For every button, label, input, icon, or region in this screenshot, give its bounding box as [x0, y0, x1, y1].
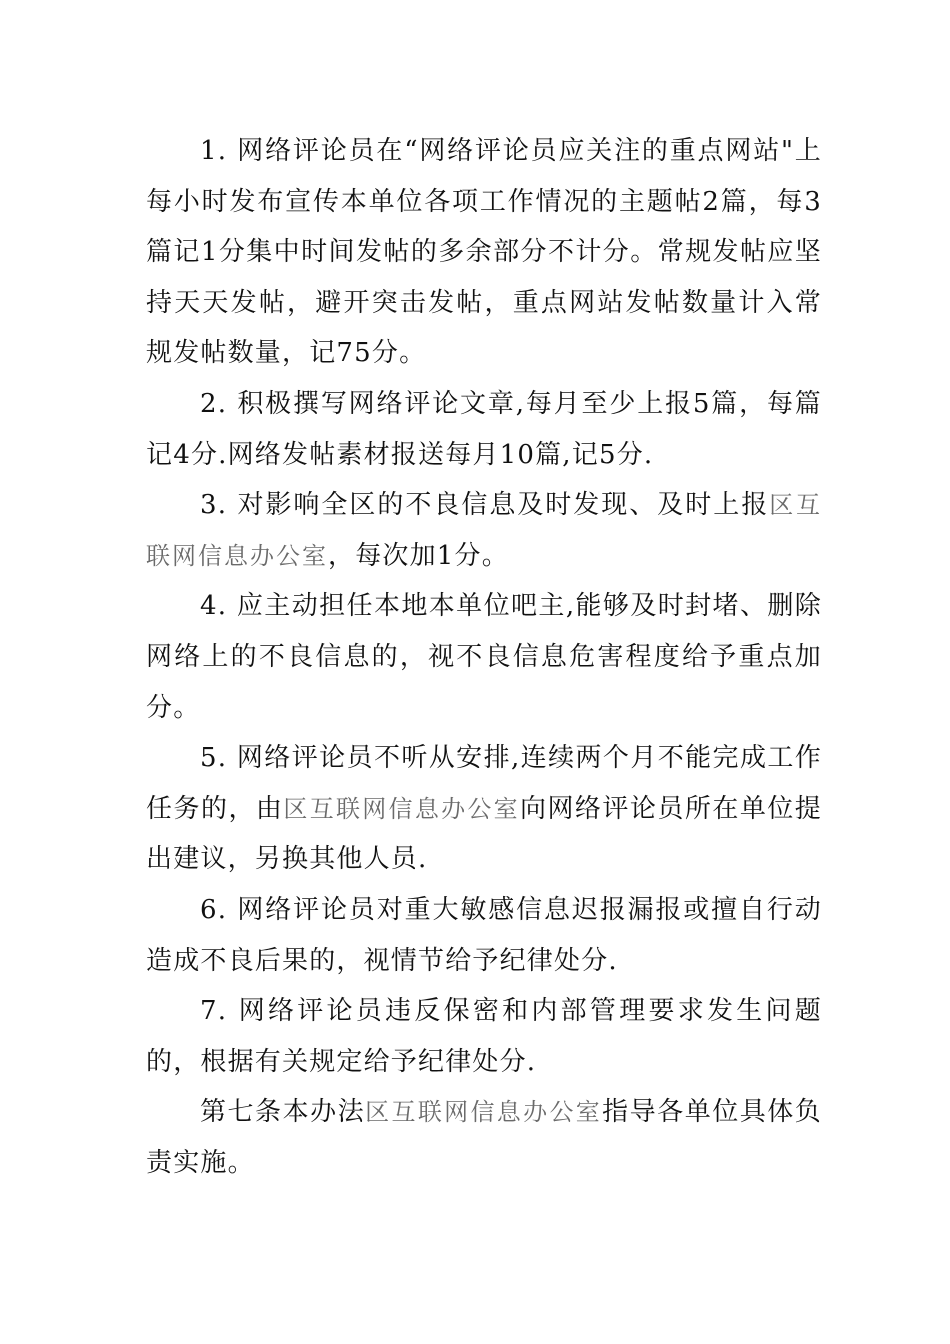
paragraph-text: 2. 积极撰写网络评论文章,每月至少上报5篇，每篇记4分.网络发帖素材报送每月10篇,记5分. [146, 388, 822, 470]
document-body [146, 126, 822, 1188]
paragraph-text: ，每次加1分。 [328, 540, 509, 571]
paragraph-1 [146, 126, 822, 379]
paragraph-text: 6. 网络评论员对重大敏感信息迟报漏报或擅自行动造成不良后果的，视情节给予纪律处分. [146, 894, 822, 976]
paragraph-text: 7. 网络评论员违反保密和内部管理要求发生问题的，根据有关规定给予纪律处分. [146, 996, 822, 1077]
paragraph-4 [146, 581, 822, 733]
paragraph-text: 向网络评论员所在单位提出建议，另换其他人员. [146, 793, 822, 875]
paragraph-7 [146, 986, 822, 1087]
paragraph-text: 指导各单位具体负责实施。 [146, 1097, 823, 1178]
paragraph-text: 第七条本办法 [200, 1097, 366, 1128]
paragraph-text: 4. 应主动担任本地本单位吧主,能够及时封堵、删除网络上的不良信息的，视不良信息危害程度给予重点加分。 [146, 591, 822, 723]
paragraph-2 [146, 379, 822, 480]
paragraph-text: 1. 网络评论员在“网络评论员应关注的重点网站"上每小时发布宣传本单位各项工作情况的主题帖2篇，每3篇记1分集中时间发帖的多余部分不计分。常规发帖应坚持天天发帖，避开突击发帖，重点网站发帖数量计入常规发帖数量，记75分。 [146, 136, 822, 369]
paragraph-5 [146, 733, 822, 885]
paragraph-text: 5. 网络评论员不听从安排,连续两个月不能完成工作任务的，由 [146, 743, 822, 824]
article-7-paragraph [146, 1087, 822, 1188]
office-name-highlight: 区互联网信息办公室 [365, 1098, 603, 1127]
paragraph-3 [146, 480, 822, 581]
office-name-highlight: 区互联网信息办公室 [283, 794, 520, 823]
paragraph-6 [146, 885, 822, 986]
paragraph-text: 3. 对影响全区的不良信息及时发现、及时上报 [200, 490, 770, 521]
office-name-highlight: 区互联网信息办公室 [146, 491, 822, 570]
